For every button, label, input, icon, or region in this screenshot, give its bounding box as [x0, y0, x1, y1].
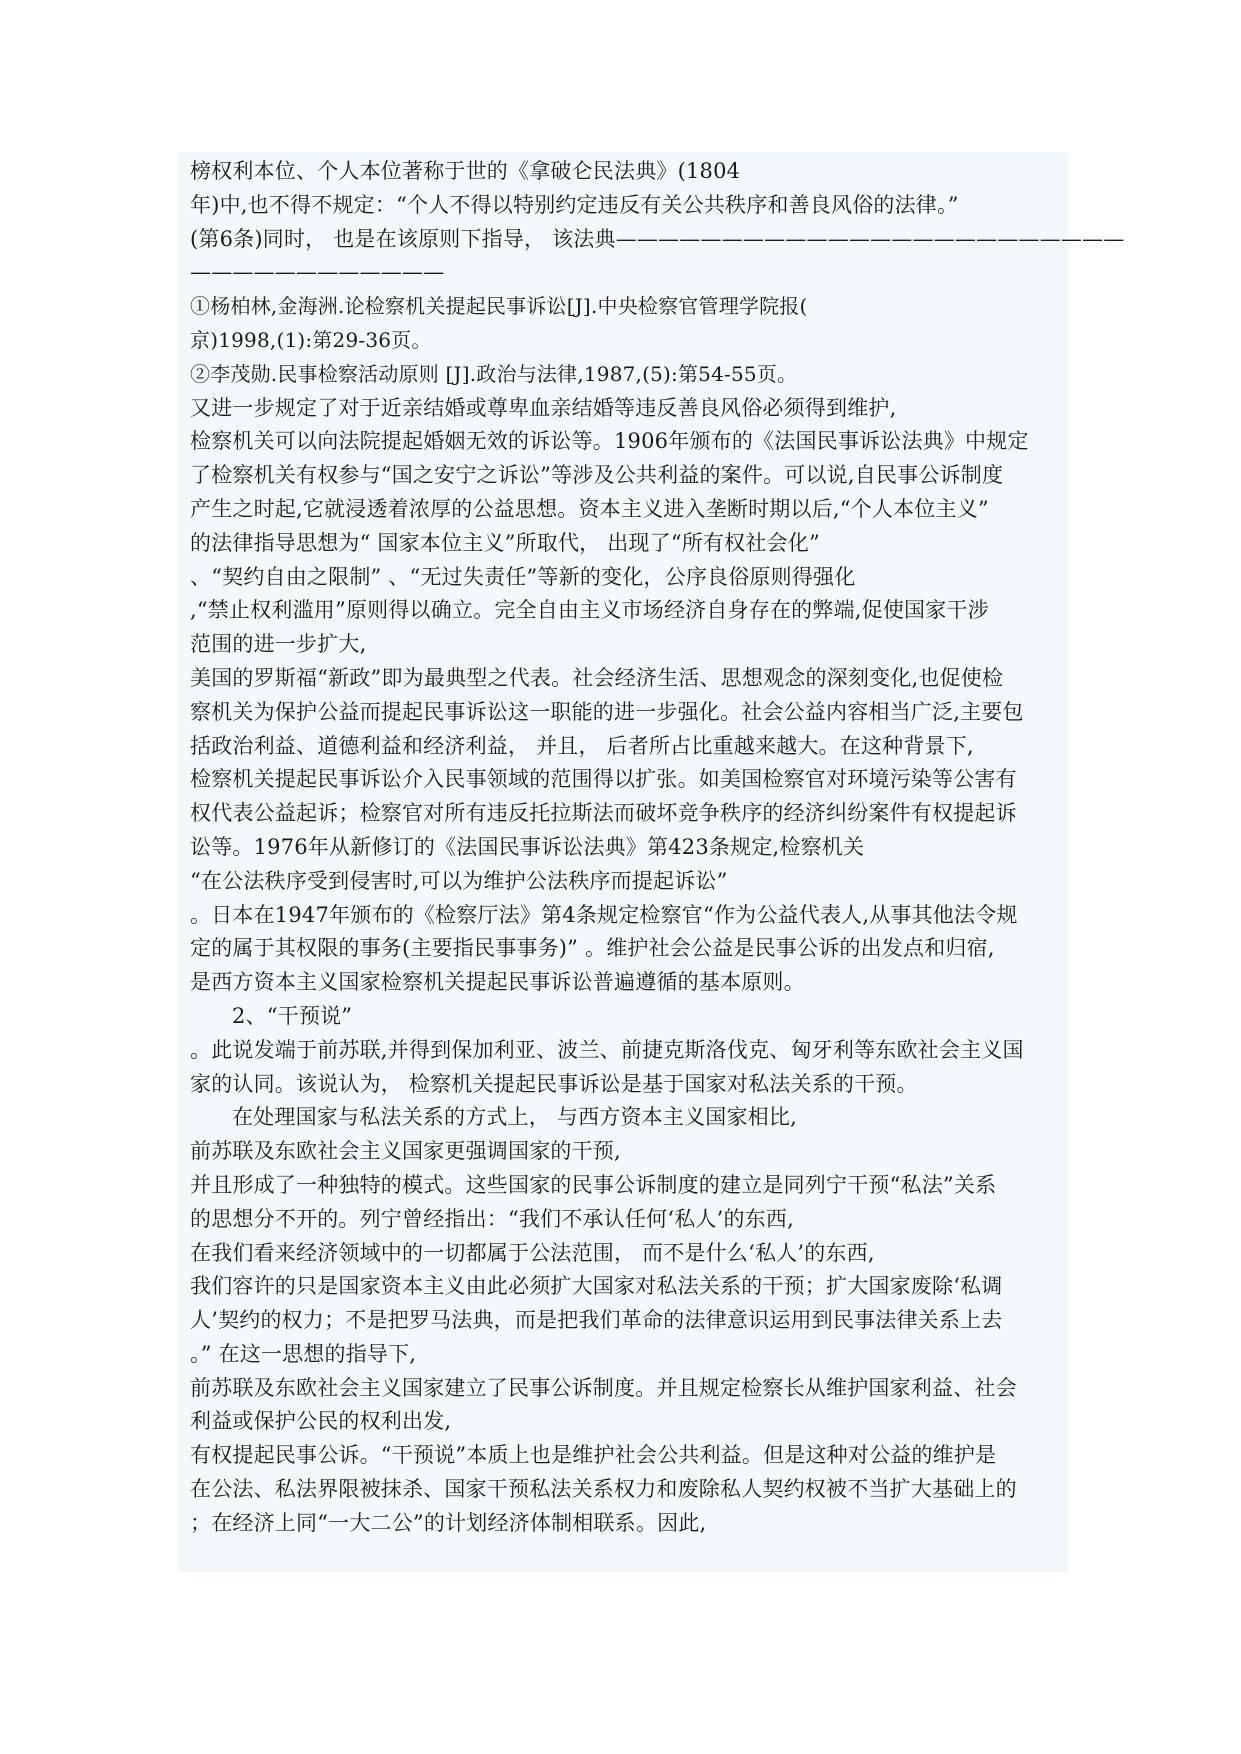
text-line: 人’契约的权力；不是把罗马法典，而是把我们革命的法律意识运用到民事法律关系上去: [190, 1308, 1003, 1333]
text-line: 年)中,也不得不规定：“个人不得以特别约定违反有关公共秩序和善良风俗的法律。”: [190, 192, 959, 217]
text-line: 。日本在1947年颁布的《检察厅法》第4条规定检察官“作为公益代表人,从事其他法令规: [190, 902, 1018, 927]
text-line: 美国的罗斯福“新政”即为最典型之代表。社会经济生活、思想观念的深刻变化,也促使检: [190, 665, 1004, 690]
footnote-line: ①杨柏林,金海洲.论检察机关提起民事诉讼[J].中央检察官管理学院报(: [190, 294, 808, 319]
text-line: 了检察机关有权参与“国之安宁之诉讼”等涉及公共利益的案件。可以说,自民事公诉制度: [190, 463, 1004, 488]
text-line: 。” 在这一思想的指导下,: [190, 1341, 417, 1366]
text-line: 又进一步规定了对于近亲结婚或尊卑血亲结婚等违反善良风俗必须得到维护,: [190, 395, 897, 420]
footnote-line: ②李茂勋.民事检察活动原则 [J].政治与法律,1987,(5):第54-55页。: [190, 361, 798, 386]
text-line: 榜权利本位、个人本位著称于世的《拿破仑民法典》(1804: [190, 159, 741, 183]
text-line: (第6条)同时， 也是在该原则下指导， 该法典————————————————————————: [190, 226, 1125, 251]
text-line: ,“禁止权利滥用”原则得以确立。完全自由主义市场经济自身存在的弊端,促使国家干涉: [190, 598, 989, 623]
text-line: 并且形成了一种独特的模式。这些国家的民事公诉制度的建立是同列宁干预“私法”关系: [190, 1172, 997, 1197]
text-line: 前苏联及东欧社会主义国家建立了民事公诉制度。并且规定检察长从维护国家利益、社会: [190, 1375, 1017, 1400]
text-line: ————————————: [190, 260, 445, 285]
text-line: 是西方资本主义国家检察机关提起民事诉讼普遍遵循的基本原则。: [190, 970, 805, 995]
text-line: 、“契约自由之限制” 、“无过失责任”等新的变化，公序良俗原则得强化: [190, 564, 856, 589]
text-line: 家的认同。该说认为， 检察机关提起民事诉讼是基于国家对私法关系的干预。: [190, 1071, 918, 1096]
document-body: [190, 155, 1125, 1541]
text-line: 在公法、私法界限被抹杀、国家干预私法关系权力和废除私人契约权被不当扩大基础上的: [190, 1477, 1017, 1502]
text-line: 前苏联及东欧社会主义国家更强调国家的干预,: [190, 1139, 621, 1164]
text-line: 利益或保护公民的权利出发,: [190, 1409, 452, 1434]
text-line: 的思想分不开的。列宁曾经指出：“我们不承认任何‘私人’的东西,: [190, 1206, 794, 1231]
footnote-line: 京)1998,(1):第29-36页。: [190, 327, 432, 352]
text-line: 范围的进一步扩大,: [190, 632, 367, 657]
text-line: 我们容许的只是国家资本主义由此必须扩大国家对私法关系的干预；扩大国家废除‘私调: [190, 1274, 1003, 1299]
text-line: 括政治利益、道德利益和经济利益， 并且， 后者所占比重越来越大。在这种背景下,: [190, 733, 974, 758]
text-line: 2、“干预说”: [232, 1003, 353, 1028]
text-line: 。此说发端于前苏联,并得到保加利亚、波兰、前捷克斯洛伐克、匈牙利等东欧社会主义国: [190, 1037, 1024, 1062]
text-line: 在处理国家与私法关系的方式上， 与西方资本主义国家相比,: [232, 1105, 797, 1130]
text-line: 检察机关提起民事诉讼介入民事领域的范围得以扩张。如美国检察官对环境污染等公害有: [190, 767, 1017, 792]
text-line: 产生之时起,它就浸透着浓厚的公益思想。资本主义进入垄断时期以后,“个人本位主义”: [190, 496, 989, 521]
text-line: ；在经济上同“一大二公”的计划经济体制相联系。因此,: [190, 1510, 707, 1535]
text-line: 察机关为保护公益而提起民事诉讼这一职能的进一步强化。社会公益内容相当广泛,主要包: [190, 699, 1024, 724]
text-line: 检察机关可以向法院提起婚姻无效的诉讼等。1906年颁布的《法国民事诉讼法典》中规定: [190, 429, 1029, 454]
text-line: 有权提起民事公诉。“干预说”本质上也是维护社会公共利益。但是这种对公益的维护是: [190, 1443, 997, 1468]
text-line: “在公法秩序受到侵害时,可以为维护公法秩序而提起诉讼”: [190, 868, 728, 893]
text-line: 在我们看来经济领域中的一切都属于公法范围， 而不是什么‘私人’的东西,: [190, 1240, 875, 1265]
text-line: 的法律指导思想为“ 国家本位主义”所取代， 出现了“所有权社会化”: [190, 530, 820, 555]
text-line: 讼等。1976年从新修订的《法国民事诉讼法典》第423条规定,检察机关: [190, 834, 865, 859]
text-line: 定的属于其权限的事务(主要指民事事务)” 。维护社会公益是民事公诉的出发点和归宿,: [190, 936, 995, 961]
text-line: 权代表公益起诉；检察官对所有违反托拉斯法而破坏竞争秩序的经济纠纷案件有权提起诉: [190, 801, 1017, 826]
